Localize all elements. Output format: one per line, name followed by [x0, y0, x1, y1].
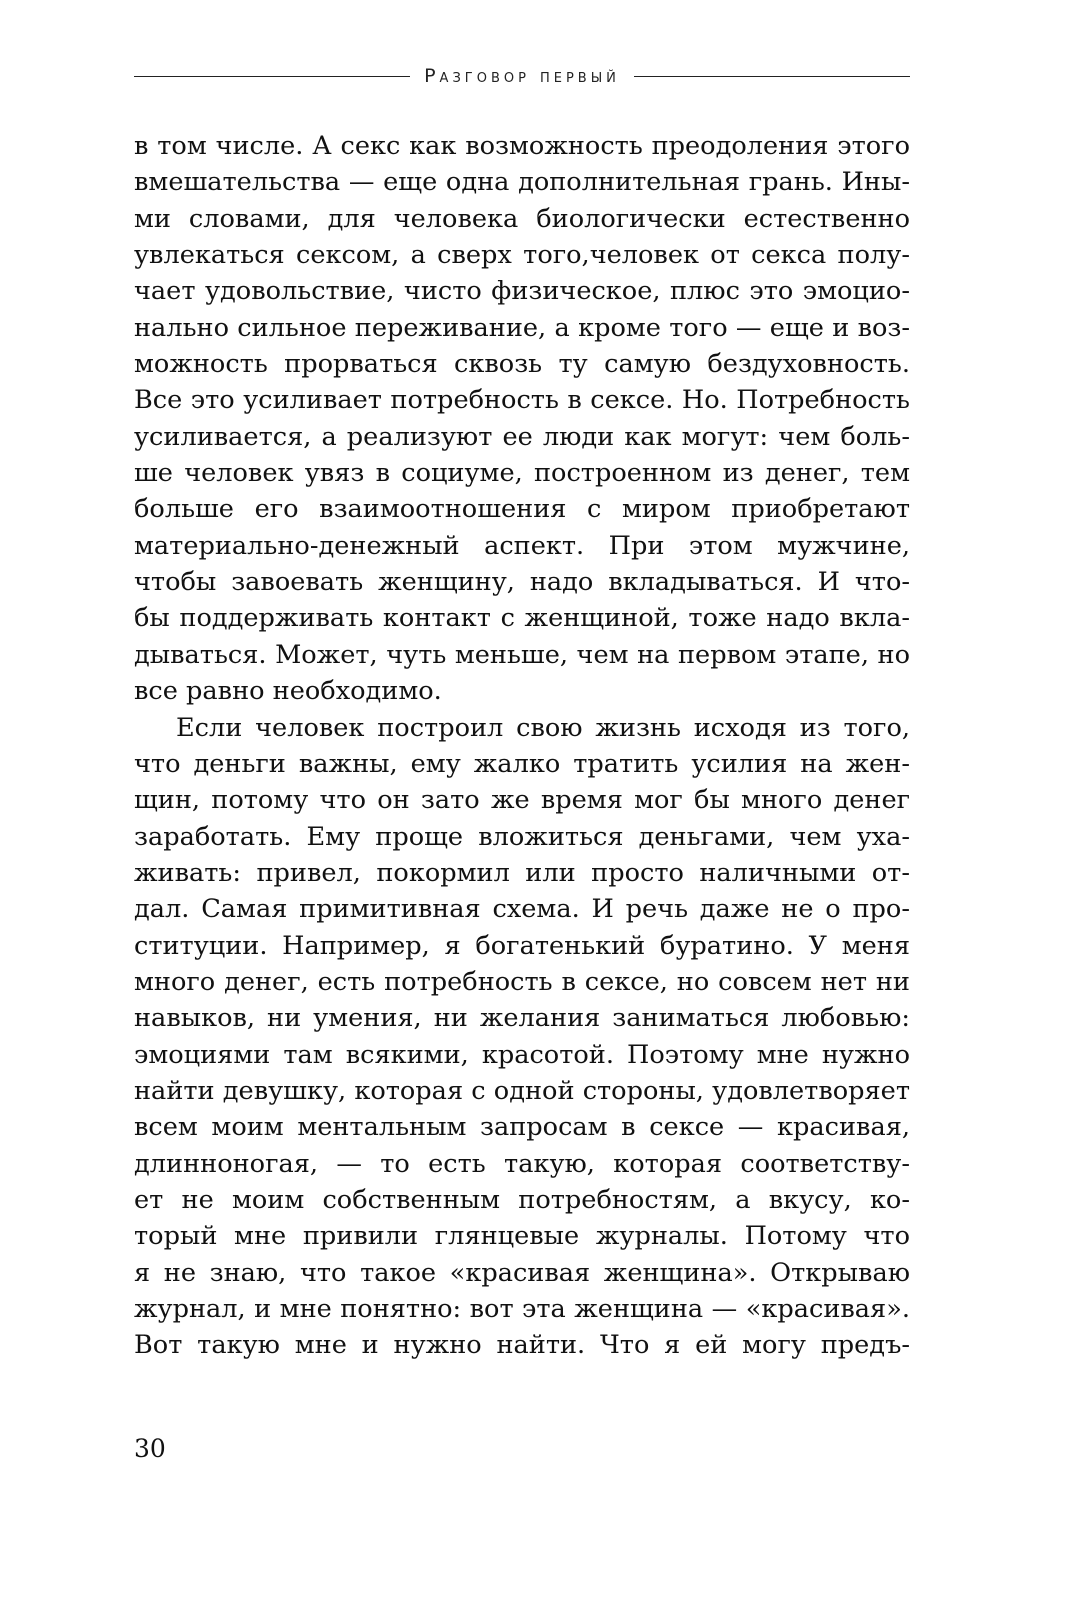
text-line: Все это усиливает потребность в сексе. Но. Потребность — [134, 385, 910, 416]
paragraph-2 — [134, 710, 910, 1364]
text-line: чтобы завоевать женщину, надо вкладываться. И что- — [134, 567, 910, 598]
text-line: щин, потому что он зато же время мог бы много денег — [134, 785, 910, 816]
text-line: больше его взаимоотношения с миром приобретают — [134, 494, 910, 525]
text-line: живать: привел, покормил или просто наличными от- — [134, 857, 910, 888]
text-line: всем моим ментальным запросам в сексе — красивая, — [134, 1112, 910, 1143]
text-line: ми словами, для человека биологически естественно — [134, 203, 910, 234]
running-header — [134, 62, 910, 90]
text-line: ституции. Например, я богатенький буратино. У меня — [134, 930, 910, 961]
text-line: дываться. Может, чуть меньше, чем на первом этапе, но — [134, 639, 910, 670]
text-line: журнал, и мне понятно: вот эта женщина — «красивая». — [134, 1294, 910, 1324]
text-line: навыков, ни умения, ни желания заниматься любовью: — [134, 1003, 910, 1034]
text-line: что деньги важны, ему жалко тратить усилия на жен- — [134, 748, 910, 779]
text-line: Если человек построил свою жизнь исходя из того, — [176, 712, 910, 743]
text-line: много денег, есть потребность в сексе, но совсем нет ни — [134, 966, 910, 997]
chapter-title: Разговор первый — [424, 65, 620, 87]
text-line: ше человек увяз в социуме, построенном из денег, тем — [134, 458, 910, 489]
text-line: длинноногая, — то есть такую, которая соответству- — [134, 1148, 910, 1179]
body-text — [134, 128, 910, 1364]
text-line: чает удовольствие, чисто физическое, плюс это эмоцио- — [134, 276, 910, 307]
header-rule-right — [634, 76, 910, 77]
text-line: дал. Самая примитивная схема. И речь даже не о про- — [134, 894, 910, 925]
text-line: эмоциями там всякими, красотой. Поэтому мне нужно — [134, 1039, 910, 1070]
text-line: увлекаться сексом, а сверх того,человек от секса полу- — [134, 240, 910, 271]
text-line: торый мне привили глянцевые журналы. Потому что — [134, 1221, 910, 1252]
text-line: все равно необходимо. — [134, 676, 442, 707]
header-rule-left — [134, 76, 410, 77]
paragraph-1 — [134, 128, 910, 710]
text-line: ет не моим собственным потребностям, а вкусу, ко- — [134, 1184, 910, 1215]
text-line: Вот такую мне и нужно найти. Что я ей могу предъ- — [134, 1330, 910, 1361]
text-line: заработать. Ему проще вложиться деньгами, чем уха- — [134, 821, 910, 852]
page-number: 30 — [134, 1434, 166, 1463]
text-line: в том числе. А секс как возможность преодоления этого — [134, 131, 910, 161]
text-line: я не знаю, что такое «красивая женщина». Открываю — [134, 1257, 910, 1288]
text-line: бы поддерживать контакт с женщиной, тоже надо вкла- — [134, 603, 910, 634]
text-line: вмешательства — еще одна дополнительная грань. Ины- — [134, 167, 910, 198]
text-line: материально-денежный аспект. При этом мужчине, — [134, 530, 910, 561]
text-line: нально сильное переживание, а кроме того — еще и воз- — [134, 312, 910, 343]
text-line: можность прорваться сквозь ту самую бездуховность. — [134, 349, 910, 380]
text-line: найти девушку, которая с одной стороны, удовлетворяет — [134, 1075, 910, 1106]
text-line: усиливается, а реализуют ее люди как могут: чем боль- — [134, 421, 910, 452]
